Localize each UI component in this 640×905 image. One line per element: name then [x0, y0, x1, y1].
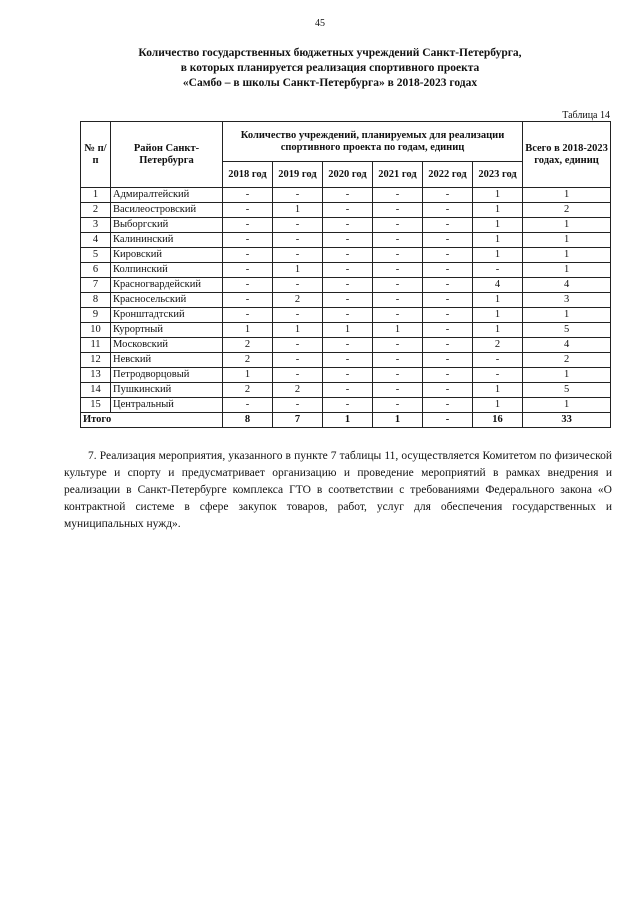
total-2022: - — [423, 413, 473, 428]
row-district: Пушкинский — [111, 383, 223, 398]
value-2022: - — [423, 383, 473, 398]
row-total: 2 — [523, 353, 611, 368]
value-2020: - — [323, 248, 373, 263]
value-2023: 4 — [473, 278, 523, 293]
table-row — [81, 263, 611, 278]
row-total: 3 — [523, 293, 611, 308]
row-district: Красногвардейский — [111, 278, 223, 293]
value-2021: 1 — [373, 323, 423, 338]
value-2019: - — [273, 188, 323, 203]
value-2020: - — [323, 308, 373, 323]
value-2023: 1 — [473, 248, 523, 263]
value-2021: - — [373, 308, 423, 323]
value-2018: - — [223, 248, 273, 263]
value-2021: - — [373, 383, 423, 398]
value-2018: - — [223, 218, 273, 233]
value-2018: 2 — [223, 338, 273, 353]
paragraph-7 — [64, 448, 612, 533]
value-2018: - — [223, 308, 273, 323]
value-2022: - — [423, 338, 473, 353]
value-2019: - — [273, 308, 323, 323]
value-2021: - — [373, 278, 423, 293]
header-year-2018: 2018 год — [223, 162, 273, 188]
value-2021: - — [373, 353, 423, 368]
value-2022: - — [423, 278, 473, 293]
value-2022: - — [423, 368, 473, 383]
value-2021: - — [373, 263, 423, 278]
total-2018: 8 — [223, 413, 273, 428]
table-row — [81, 248, 611, 263]
table-row — [81, 233, 611, 248]
row-number: 8 — [81, 293, 111, 308]
total-2019: 7 — [273, 413, 323, 428]
value-2022: - — [423, 323, 473, 338]
document-title — [60, 46, 600, 91]
value-2018: - — [223, 233, 273, 248]
row-number: 15 — [81, 398, 111, 413]
row-district: Колпинский — [111, 263, 223, 278]
value-2022: - — [423, 188, 473, 203]
row-number: 4 — [81, 233, 111, 248]
row-total: 1 — [523, 308, 611, 323]
row-total: 4 — [523, 278, 611, 293]
row-total: 1 — [523, 248, 611, 263]
value-2019: - — [273, 398, 323, 413]
row-district: Петродворцовый — [111, 368, 223, 383]
value-2019: - — [273, 248, 323, 263]
value-2020: - — [323, 398, 373, 413]
value-2018: - — [223, 398, 273, 413]
header-district: Район Санкт-Петербурга — [111, 122, 223, 188]
page-number: 45 — [315, 18, 325, 29]
title-line-3: «Самбо – в школы Санкт-Петербурга» в 2018-2023 годах — [182, 77, 478, 89]
value-2019: 1 — [273, 263, 323, 278]
header-years-group: Количество учреждений, планируемых для реализации спортивного проекта по годам, единиц — [223, 122, 523, 162]
row-district: Московский — [111, 338, 223, 353]
table-row — [81, 203, 611, 218]
value-2021: - — [373, 293, 423, 308]
row-number: 5 — [81, 248, 111, 263]
value-2018: - — [223, 293, 273, 308]
value-2018: 2 — [223, 383, 273, 398]
value-2023: 1 — [473, 323, 523, 338]
value-2022: - — [423, 203, 473, 218]
row-total: 1 — [523, 398, 611, 413]
row-district: Кронштадтский — [111, 308, 223, 323]
table-row — [81, 308, 611, 323]
value-2021: - — [373, 218, 423, 233]
row-number: 9 — [81, 308, 111, 323]
value-2019: - — [273, 338, 323, 353]
value-2021: - — [373, 188, 423, 203]
value-2023: 1 — [473, 308, 523, 323]
value-2020: - — [323, 278, 373, 293]
table-row — [81, 383, 611, 398]
value-2019: - — [273, 278, 323, 293]
total-2021: 1 — [373, 413, 423, 428]
value-2019: 2 — [273, 383, 323, 398]
value-2023: 1 — [473, 218, 523, 233]
grand-total: 33 — [523, 413, 611, 428]
value-2023: 1 — [473, 398, 523, 413]
value-2018: 2 — [223, 353, 273, 368]
value-2023: 1 — [473, 383, 523, 398]
institutions-table — [80, 121, 611, 428]
table-row — [81, 368, 611, 383]
value-2019: - — [273, 233, 323, 248]
value-2023: 1 — [473, 188, 523, 203]
value-2020: - — [323, 383, 373, 398]
value-2021: - — [373, 338, 423, 353]
table-row — [81, 353, 611, 368]
row-total: 1 — [523, 218, 611, 233]
row-total: 4 — [523, 338, 611, 353]
row-district: Невский — [111, 353, 223, 368]
value-2023: 1 — [473, 203, 523, 218]
row-number: 6 — [81, 263, 111, 278]
value-2020: - — [323, 263, 373, 278]
header-year-2020: 2020 год — [323, 162, 373, 188]
value-2019: 2 — [273, 293, 323, 308]
value-2018: - — [223, 278, 273, 293]
row-number: 2 — [81, 203, 111, 218]
value-2020: - — [323, 218, 373, 233]
table-row — [81, 398, 611, 413]
value-2023: - — [473, 263, 523, 278]
value-2021: - — [373, 203, 423, 218]
table-row — [81, 278, 611, 293]
value-2021: - — [373, 398, 423, 413]
value-2022: - — [423, 233, 473, 248]
value-2023: 1 — [473, 233, 523, 248]
value-2018: - — [223, 188, 273, 203]
row-district: Выборгский — [111, 218, 223, 233]
value-2020: - — [323, 233, 373, 248]
table-row — [81, 218, 611, 233]
total-2020: 1 — [323, 413, 373, 428]
row-total: 1 — [523, 188, 611, 203]
row-district: Кировский — [111, 248, 223, 263]
row-number: 14 — [81, 383, 111, 398]
value-2018: - — [223, 263, 273, 278]
value-2020: - — [323, 338, 373, 353]
row-number: 10 — [81, 323, 111, 338]
row-total: 1 — [523, 263, 611, 278]
value-2021: - — [373, 248, 423, 263]
total-2023: 16 — [473, 413, 523, 428]
value-2019: 1 — [273, 323, 323, 338]
value-2018: - — [223, 203, 273, 218]
header-number: № п/п — [81, 122, 111, 188]
row-district: Василеостровский — [111, 203, 223, 218]
value-2020: - — [323, 203, 373, 218]
row-district: Центральный — [111, 398, 223, 413]
paragraph-text: 7. Реализация мероприятия, указанного в пункте 7 таблицы 11, осуществляется Комитетом по физической культуре и спорту и предусматривает организацию и проведение мероприятий в рамках внедрения и реализации в Санкт-Петербурге комплекса ГТО в соответствии с требованиями Федерального закона «О контрактной системе в сфере закупок товаров, работ, услуг для обеспечения государственных и муниципальных нужд». — [64, 450, 612, 530]
row-number: 7 — [81, 278, 111, 293]
header-total: Всего в 2018-2023 годах, единиц — [523, 122, 611, 188]
value-2021: - — [373, 368, 423, 383]
table-label: Таблица 14 — [562, 110, 610, 121]
header-year-2023: 2023 год — [473, 162, 523, 188]
row-number: 11 — [81, 338, 111, 353]
value-2022: - — [423, 308, 473, 323]
title-line-1: Количество государственных бюджетных учреждений Санкт-Петербурга, — [138, 47, 522, 59]
value-2022: - — [423, 248, 473, 263]
header-year-2022: 2022 год — [423, 162, 473, 188]
value-2019: - — [273, 353, 323, 368]
total-label: Итого — [81, 413, 223, 428]
value-2020: - — [323, 353, 373, 368]
table-row — [81, 338, 611, 353]
row-total: 5 — [523, 323, 611, 338]
row-total: 1 — [523, 233, 611, 248]
value-2020: - — [323, 368, 373, 383]
table-body — [81, 188, 611, 428]
row-district: Курортный — [111, 323, 223, 338]
row-total: 2 — [523, 203, 611, 218]
value-2022: - — [423, 398, 473, 413]
value-2023: 2 — [473, 338, 523, 353]
value-2022: - — [423, 293, 473, 308]
value-2020: 1 — [323, 323, 373, 338]
value-2023: 1 — [473, 293, 523, 308]
value-2022: - — [423, 353, 473, 368]
value-2023: - — [473, 353, 523, 368]
value-2018: 1 — [223, 368, 273, 383]
value-2022: - — [423, 263, 473, 278]
row-number: 12 — [81, 353, 111, 368]
row-total: 5 — [523, 383, 611, 398]
row-number: 13 — [81, 368, 111, 383]
value-2019: 1 — [273, 203, 323, 218]
value-2021: - — [373, 233, 423, 248]
row-total: 1 — [523, 368, 611, 383]
row-district: Калининский — [111, 233, 223, 248]
row-number: 3 — [81, 218, 111, 233]
table-row — [81, 323, 611, 338]
value-2020: - — [323, 188, 373, 203]
table-row — [81, 188, 611, 203]
header-year-2021: 2021 год — [373, 162, 423, 188]
header-year-2019: 2019 год — [273, 162, 323, 188]
value-2022: - — [423, 218, 473, 233]
value-2018: 1 — [223, 323, 273, 338]
value-2020: - — [323, 293, 373, 308]
title-line-2: в которых планируется реализация спортивного проекта — [180, 62, 480, 74]
row-district: Красносельский — [111, 293, 223, 308]
value-2023: - — [473, 368, 523, 383]
table-row — [81, 293, 611, 308]
total-row — [81, 413, 611, 428]
row-district: Адмиралтейский — [111, 188, 223, 203]
value-2019: - — [273, 218, 323, 233]
value-2019: - — [273, 368, 323, 383]
row-number: 1 — [81, 188, 111, 203]
